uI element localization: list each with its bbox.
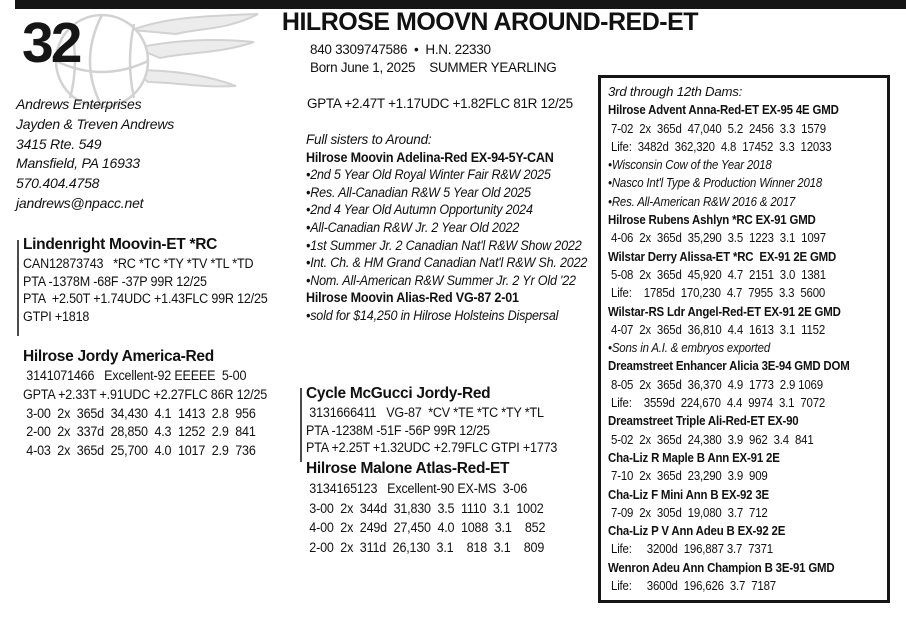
maternal-dam-line: Hilrose Advent Anna-Red-ET EX-95 4E GMD (608, 102, 839, 118)
full-sisters-block (306, 131, 608, 325)
sister-line: •Nom. All-American R&W Summer Jr. 2 Yr Old '22 (306, 272, 576, 288)
dam-data-line: GPTA +2.33T +.91UDC +2.27FLC 86R 12/25 (23, 386, 268, 402)
maternal-dam-line: Wenron Adeu Ann Champion B 3E-91 GMD (608, 559, 835, 575)
animal-name-title: HILROSE MOOVN AROUND-RED-ET (281, 8, 699, 36)
consignor-line: Jayden & Treven Andrews (16, 115, 175, 132)
pedigree-bracket-grandsire (300, 388, 302, 462)
dam-name: Hilrose Jordy America-Red (23, 348, 214, 365)
granddam-block (306, 458, 563, 557)
sister-line: •sold for $14,250 in Hilrose Holsteins Dispersal (306, 307, 559, 323)
consignor-line: Mansfield, PA 16933 (16, 155, 140, 172)
sire-data-line: GTPI +1818 (23, 308, 90, 324)
maternal-dam-line: Life: 3559d 224,670 4.4 9974 3.1 7072 (608, 395, 826, 411)
sire-block (23, 234, 286, 325)
maternal-dam-line: •Nasco Int'l Type & Production Winner 2018 (608, 175, 823, 191)
granddam-data-line: 2-00 2x 311d 26,130 3.1 818 3.1 809 (306, 539, 545, 555)
full-sisters-list (306, 149, 608, 325)
maternal-dams-heading: 3rd through 12th Dams: (608, 84, 743, 99)
maternal-dam-line: 5-02 2x 365d 24,380 3.9 962 3.4 841 (608, 431, 814, 447)
maternal-dam-line: Dreamstreet Enhancer Alicia 3E-94 GMD DOM (608, 358, 850, 374)
consignor-line: jandrews@npacc.net (16, 194, 144, 211)
sister-line: Hilrose Moovin Adelina-Red EX-94-5Y-CAN (306, 149, 554, 165)
maternal-dam-line: •Sons in A.I. & embryos exported (608, 340, 771, 356)
lot-number: 32 (22, 11, 80, 75)
maternal-dam-line: 8-05 2x 365d 36,370 4.9 1773 2.9 1069 (608, 376, 823, 392)
birth-date: Born June 1, 2025 (310, 60, 416, 75)
maternal-dam-line: 7-10 2x 365d 23,290 3.9 909 (608, 468, 768, 484)
sire-data-line: CAN12873743 *RC *TC *TY *TV *TL *TD (23, 256, 254, 271)
born-line (310, 60, 557, 75)
grandsire-data-line: PTA -1238M -51F -56P 99R 12/25 (306, 422, 490, 438)
dam-data-line: 2-00 2x 337d 28,850 4.3 1252 2.9 841 (23, 424, 256, 440)
sister-line: •2nd 4 Year Old Autumn Opportunity 2024 (306, 202, 533, 218)
dam-data-line: 3-00 2x 365d 34,430 4.1 1413 2.8 956 (23, 405, 256, 421)
maternal-dam-line: Life: 3600d 196,626 3.7 7187 (608, 578, 776, 594)
maternal-dam-line: Wilstar-RS Ldr Angel-Red-ET EX-91 2E GMD (608, 303, 841, 319)
maternal-dam-line: Life: 1785d 170,230 4.7 7955 3.3 5600 (608, 285, 826, 301)
maternal-dam-line: 7-09 2x 305d 19,080 3.7 712 (608, 504, 768, 520)
maternal-dam-line: Wilstar Derry Alissa-ET *RC EX-91 2E GMD (608, 248, 837, 264)
full-sisters-heading: Full sisters to Around: (306, 132, 432, 147)
granddam-name: Hilrose Malone Atlas-Red-ET (306, 460, 510, 477)
age-class: SUMMER YEARLING (429, 60, 557, 75)
grandsire-block (306, 383, 576, 457)
maternal-dams-list (608, 101, 880, 595)
maternal-dam-line: 7-02 2x 365d 47,040 5.2 2456 3.3 1579 (608, 120, 826, 136)
dam-data (23, 367, 285, 461)
maternal-dam-line: Cha-Liz R Maple B Ann EX-91 2E (608, 449, 780, 465)
gpta-line: GPTA +2.47T +1.17UDC +1.82FLC 81R 12/25 (307, 96, 573, 111)
granddam-data-line: 3134165123 Excellent-90 EX-MS 3-06 (306, 481, 528, 496)
maternal-dam-line: •Wisconsin Cow of the Year 2018 (608, 157, 772, 173)
consignor-line: 570.404.4758 (16, 175, 100, 192)
sister-line: •1st Summer Jr. 2 Canadian Nat'l R&W Show 2022 (306, 237, 582, 253)
pedigree-bracket-sire (17, 240, 19, 336)
dam-data-line: 3141071466 Excellent-92 EEEEE 5-00 (23, 368, 247, 383)
consignor-line: Andrews Enterprises (16, 96, 142, 112)
sire-data-line: PTA -1378M -68F -37P 99R 12/25 (23, 273, 207, 289)
granddam-data (306, 479, 563, 557)
grandsire-data (306, 404, 576, 457)
maternal-dams-box (598, 75, 890, 603)
grandsire-data-line: 3131666411 VG-87 *CV *TE *TC *TY *TL (306, 405, 544, 420)
registration-line: 840 3309747586 • H.N. 22330 (310, 42, 491, 57)
maternal-dam-line: Cha-Liz P V Ann Adeu B EX-92 2E (608, 523, 786, 539)
sister-line: •2nd 5 Year Old Royal Winter Fair R&W 2025 (306, 167, 551, 183)
sister-line: Hilrose Moovin Alias-Red VG-87 2-01 (306, 290, 519, 306)
dam-block (23, 346, 285, 461)
consignor-block (16, 95, 174, 214)
sister-line: •All-Canadian R&W Jr. 2 Year Old 2022 (306, 219, 520, 235)
sire-name: Lindenright Moovin-ET *RC (23, 236, 217, 253)
sister-line: •Int. Ch. & HM Grand Canadian Nat'l R&W Sh. 2022 (306, 255, 588, 271)
sister-line: •Res. All-Canadian R&W 5 Year Old 2025 (306, 184, 531, 200)
maternal-dam-line: 4-06 2x 365d 35,290 3.5 1223 3.1 1097 (608, 230, 826, 246)
maternal-dam-line: 5-08 2x 365d 45,920 4.7 2151 3.0 1381 (608, 266, 826, 282)
grandsire-name: Cycle McGucci Jordy-Red (306, 385, 491, 402)
maternal-dam-line: Life: 3482d 362,320 4.8 17452 3.3 12033 (608, 138, 832, 154)
maternal-dam-line: Dreamstreet Triple Ali-Red-ET EX-90 (608, 413, 799, 429)
maternal-dam-line: Life: 3200d 196,887 3.7 7371 (608, 541, 773, 557)
sire-data-line: PTA +2.50T +1.74UDC +1.43FLC 99R 12/25 (23, 291, 268, 307)
grandsire-data-line: PTA +2.25T +1.32UDC +2.79FLC GTPI +1773 (306, 440, 558, 456)
dam-data-line: 4-03 2x 365d 25,700 4.0 1017 2.9 736 (23, 443, 256, 459)
granddam-data-line: 4-00 2x 249d 27,450 4.0 1088 3.1 852 (306, 520, 546, 536)
sire-data (23, 255, 286, 325)
granddam-data-line: 3-00 2x 344d 31,830 3.5 1110 3.1 1002 (306, 500, 544, 516)
maternal-dam-line: Cha-Liz F Mini Ann B EX-92 3E (608, 486, 770, 502)
maternal-dam-line: Hilrose Rubens Ashlyn *RC EX-91 GMD (608, 212, 816, 228)
maternal-dam-line: 4-07 2x 365d 36,810 4.4 1613 3.1 1152 (608, 321, 826, 337)
maternal-dam-line: •Res. All-American R&W 2016 & 2017 (608, 193, 796, 209)
consignor-line: 3415 Rte. 549 (16, 135, 102, 152)
